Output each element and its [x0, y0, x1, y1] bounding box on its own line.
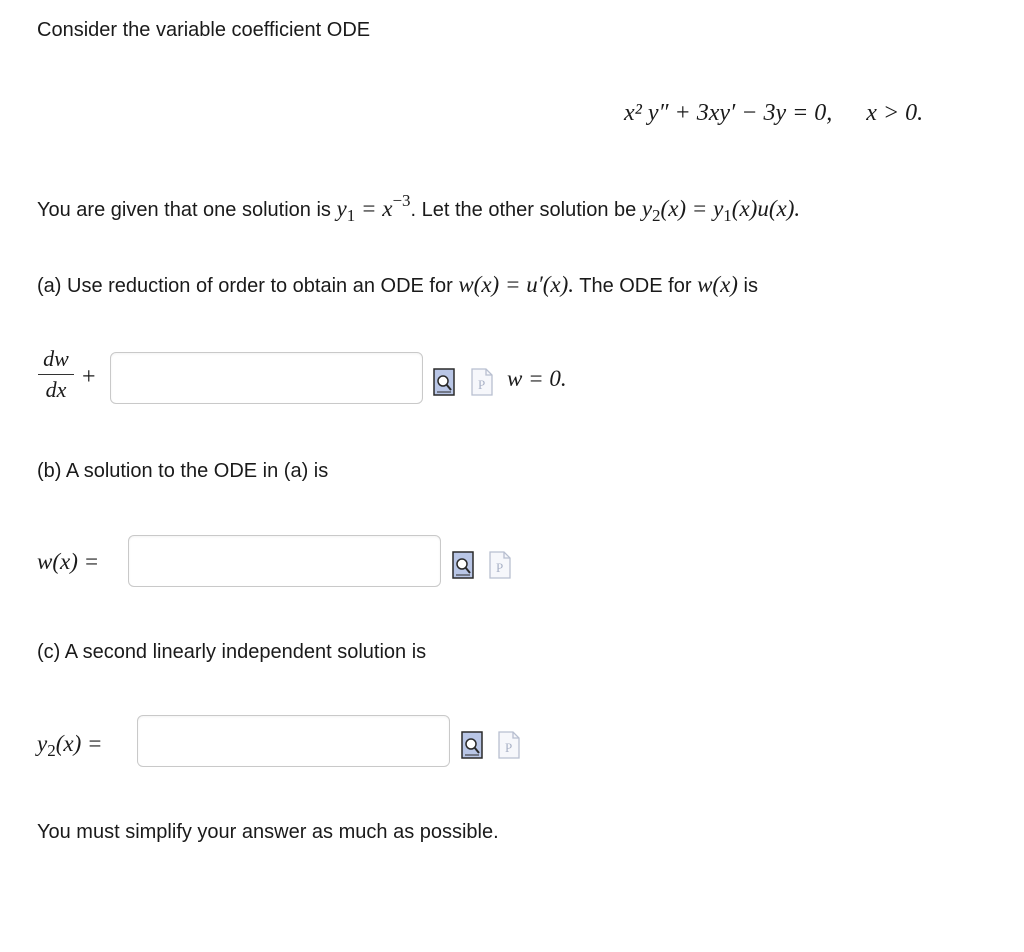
w-definition: w(x) = u′(x).	[458, 272, 575, 297]
fraction-denominator: dx	[45, 377, 67, 402]
svg-text:P: P	[496, 560, 504, 575]
given-sentence	[37, 188, 800, 229]
part-b-lhs: w(x) =	[37, 549, 100, 574]
dw-dx-fraction	[38, 346, 74, 403]
ode-condition: x > 0.	[866, 100, 924, 126]
format-help-icon[interactable]	[498, 731, 520, 759]
svg-text:P: P	[505, 740, 513, 755]
part-b-answer-input[interactable]	[128, 535, 441, 587]
part-a-suffix: is	[743, 275, 758, 297]
intro-text: Consider the variable coefficient ODE	[37, 19, 371, 41]
ode-equation	[624, 100, 923, 126]
preview-icon[interactable]	[461, 731, 483, 759]
y1-math: $y_1 = x^{-3}$	[336, 191, 411, 225]
y2-math: $y_2(x) = y_1(x)u(x)$.	[641, 196, 801, 225]
w-symbol: w(x)	[697, 272, 738, 297]
ode-lhs: x² y″ + 3xy′ − 3y = 0,	[624, 100, 833, 126]
part-a-label	[37, 272, 758, 299]
part-c-answer-input[interactable]	[137, 715, 450, 767]
footer-note: You must simplify your answer as much as possible.	[37, 821, 499, 843]
svg-text:P: P	[478, 377, 486, 392]
part-a-tail: w = 0.	[507, 366, 567, 391]
part-c-lhs: $y_2(x)$ =	[37, 731, 103, 760]
part-a-prefix: (a) Use reduction of order to obtain an ODE for	[37, 275, 453, 297]
part-b-label: (b) A solution to the ODE in (a) is	[37, 460, 329, 482]
part-c-label: (c) A second linearly independent solution is	[37, 641, 427, 663]
given-mid: . Let the other solution be	[410, 199, 637, 221]
plus-sign: +	[82, 364, 96, 390]
part-a-mid: The ODE for	[579, 275, 692, 297]
format-help-icon[interactable]	[471, 368, 493, 396]
part-a-answer-input[interactable]	[110, 352, 423, 404]
format-help-icon[interactable]	[489, 551, 511, 579]
fraction-bar	[38, 374, 74, 375]
fraction-numerator: dw	[43, 346, 69, 371]
given-prefix: You are given that one solution is	[37, 199, 331, 221]
preview-icon[interactable]	[433, 368, 455, 396]
preview-icon[interactable]	[452, 551, 474, 579]
